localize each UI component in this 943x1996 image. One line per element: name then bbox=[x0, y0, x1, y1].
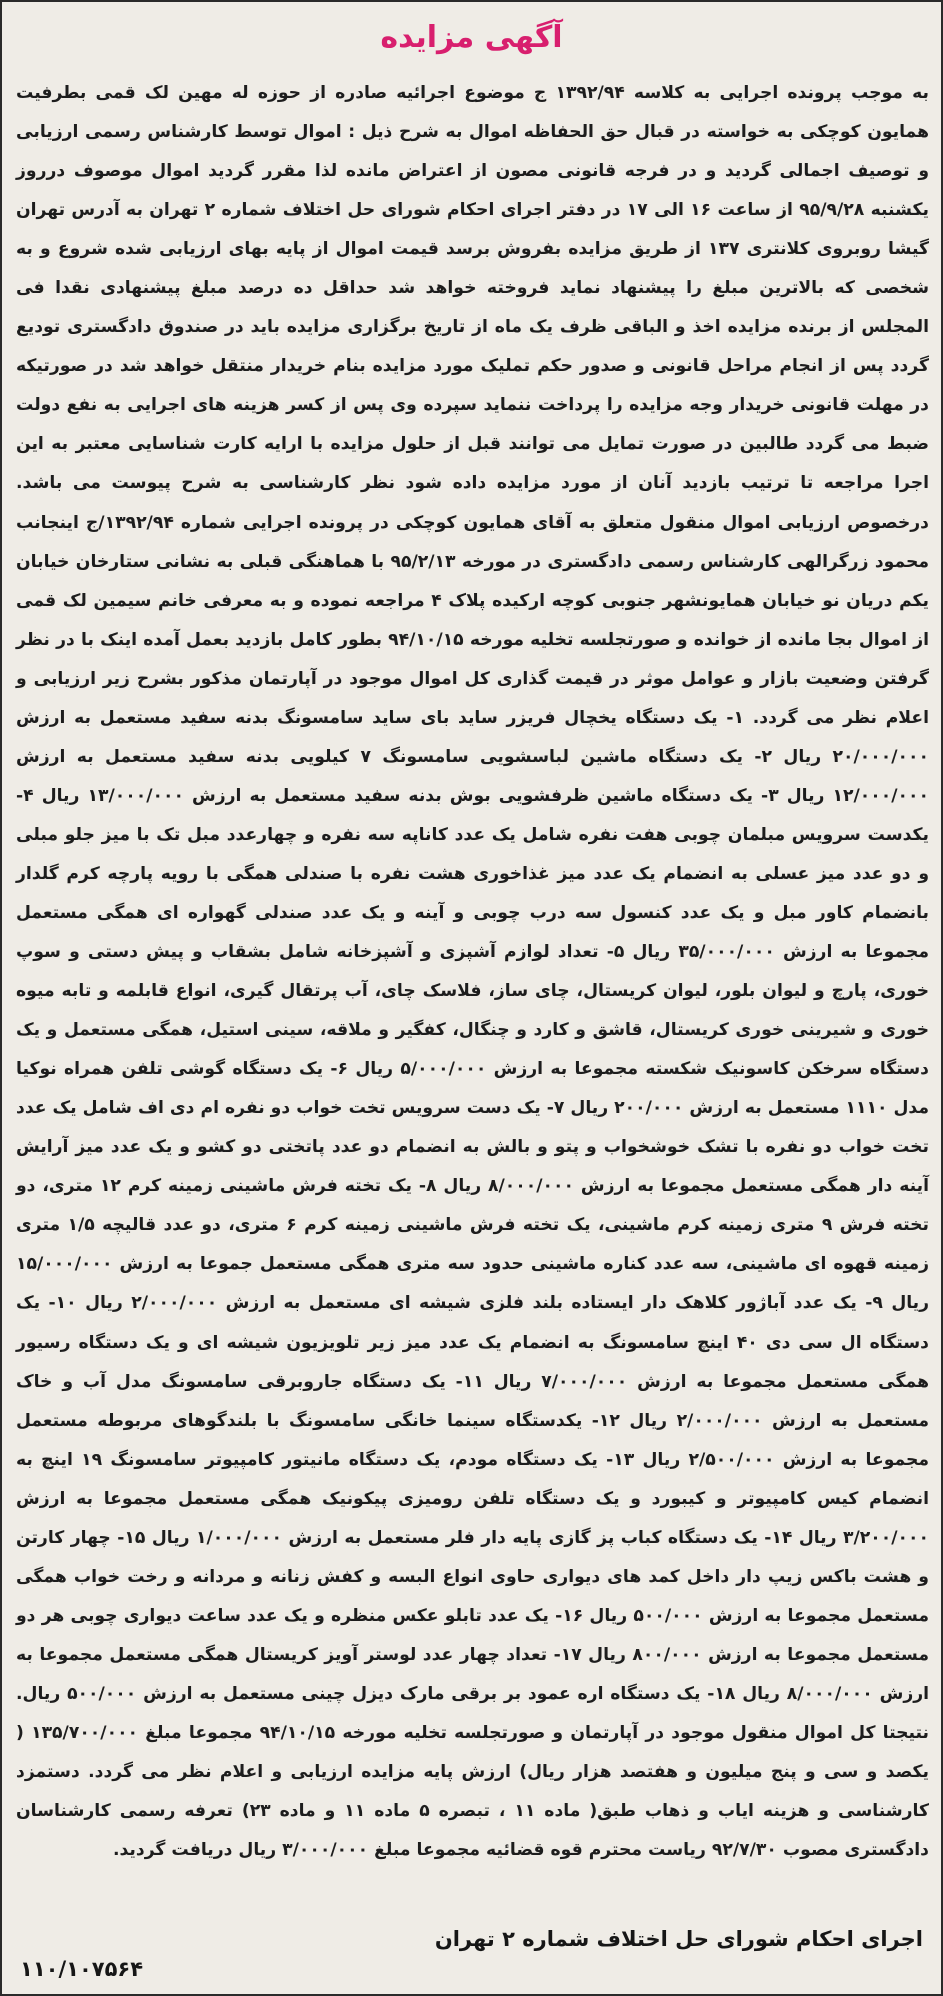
notice-footer bbox=[20, 1924, 923, 1984]
notice-body: به موجب پرونده اجرایی به کلاسه ۱۳۹۲/۹۴ ج موضوع اجرائیه صادره از حوزه له مهین لک قمی بطرفیت همایون کوچکی به خواسته در قبال حق الحفاظه اموال به شرح ذیل : اموال توسط کارشناس رسمی ارزیابی و توصیف اجمالی گردید و در فرجه قانونی مصون از اعتراض مانده لذا مقرر گردید اموال موصوف درروز یکشنبه ۹۵/۹/۲۸ از ساعت ۱۶ الی ۱۷ در دفتر اجرای احکام شورای حل اختلاف شماره ۲ تهران به آدرس تهران گیشا روبروی کلانتری ۱۳۷ از طریق مزایده بفروش برسد قیمت اموال از پایه بهای ارزیابی شده شروع و به شخصی که بالاترین مبلغ را پیشنهاد نماید فروخته خواهد شد حداقل ده درصد مبلغ پیشنهادی نقدا فی المجلس از برنده مزایده اخذ و الباقی ظرف یک ماه از تاریخ برگزاری مزایده باید در صندوق دادگستری تودیع گردد پس از انجام مراحل قانونی و صدور حکم تملیک مورد مزایده بنام خریدار منتقل خواهد شد در صورتیکه در مهلت قانونی خریدار وجه مزایده را پرداخت ننماید سپرده وی پس از کسر هزینه های اجرایی به نفع دولت ضبط می گردد طالبین در صورت تمایل می توانند قبل از حلول مزایده با ارایه کارت شناسایی معتبر به این اجرا مراجعه تا ترتیب بازدید آنان از مورد مزایده داده شود نظر کارشناسی به شرح پیوست می باشد. درخصوص ارزیابی اموال منقول متعلق به آقای همایون کوچکی در پرونده اجرایی شماره ۱۳۹۲/۹۴/ج اینجانب محمود زرگرالهی کارشناس رسمی دادگستری در مورخه ۹۵/۲/۱۳ با هماهنگی قبلی به نشانی ستارخان خیابان یکم دریان نو خیابان همایونشهر جنوبی کوچه ارکیده پلاک ۴ مراجعه نموده و به معرفی خانم سیمین لک قمی از اموال بجا مانده از خوانده و صورتجلسه تخلیه مورخه ۹۴/۱۰/۱۵ بطور کامل بازدید بعمل آمده اینک با در نظر گرفتن وضعیت بازار و عوامل موثر در قیمت گذاری کل اموال موجود در آپارتمان مذکور بشرح زیر ارزیابی و اعلام نظر می گردد. ۱- یک دستگاه یخچال فریزر ساید بای ساید سامسونگ بدنه سفید مستعمل به ارزش ۲۰/۰۰۰/۰۰۰ ریال ۲- یک دستگاه ماشین لباسشویی سامسونگ ۷ کیلویی بدنه سفید مستعمل به ارزش ۱۲/۰۰۰/۰۰۰ ریال ۳- یک دستگاه ماشین ظرفشویی بوش بدنه سفید مستعمل به ارزش ۱۳/۰۰۰/۰۰۰ ریال ۴- یکدست سرویس مبلمان چوبی هفت نفره شامل یک عدد کاناپه سه نفره و چهارعدد مبل تک با میز جلو مبلی و دو عدد میز عسلی به انضمام یک عدد میز غذاخوری هشت نفره با صندلی همگی با رویه پارچه کرم گلدار بانضمام کاور مبل و یک عدد کنسول سه درب چوبی و آینه و یک عدد صندلی گهواره ای همگی مستعمل مجموعا به ارزش ۳۵/۰۰۰/۰۰۰ ریال ۵- تعداد لوازم آشپزی و آشپزخانه شامل بشقاب و پیش دستی و سوپ خوری، پارچ و لیوان بلور، لیوان کریستال، چای ساز، فلاسک چای، آب پرتقال گیری، انواع قابلمه و تابه میوه خوری و شیرینی خوری کریستال، قاشق و کارد و چنگال، کفگیر و ملاقه، سینی استیل، همگی مستعمل و یک دستگاه سرخکن کاسونیک شکسته مجموعا به ارزش ۵/۰۰۰/۰۰۰ ریال ۶- یک دستگاه گوشی تلفن همراه نوکیا مدل ۱۱۱۰ مستعمل به ارزش ۲۰۰/۰۰۰ ریال ۷- یک دست سرویس تخت خواب دو نفره ام دی اف شامل یک عدد تخت خواب دو نفره با تشک خوشخواب و پتو و بالش به انضمام دو عدد پاتختی دو کشو و یک عدد میز آرایش آینه دار همگی مستعمل مجموعا به ارزش ۸/۰۰۰/۰۰۰ ریال ۸- یک تخته فرش ماشینی زمینه کرم ۱۲ متری، دو تخته فرش ۹ متری زمینه کرم ماشینی، یک تخته فرش ماشینی زمینه کرم ۶ متری، دو عدد قالیچه ۱/۵ متری زمینه قهوه ای ماشینی، سه عدد کناره ماشینی حدود سه متری همگی مستعمل جموعا به ارزش ۱۵/۰۰۰/۰۰۰ ریال ۹- یک عدد آباژور کلاهک دار ایستاده بلند فلزی شیشه ای مستعمل به ارزش ۲/۰۰۰/۰۰۰ ریال ۱۰- یک دستگاه ال سی دی ۴۰ اینچ سامسونگ به انضمام یک عدد میز زیر تلویزیون شیشه ای و یک دستگاه رسیور همگی مستعمل مجموعا به ارزش ۷/۰۰۰/۰۰۰ ریال ۱۱- یک دستگاه جاروبرقی سامسونگ مدل آب و خاک مستعمل به ارزش ۲/۰۰۰/۰۰۰ ریال ۱۲- یکدستگاه سینما خانگی سامسونگ با بلندگوهای مربوطه مستعمل مجموعا به ارزش ۲/۵۰۰/۰۰۰ ریال ۱۳- یک دستگاه مودم، یک دستگاه مانیتور کامپیوتر سامسونگ ۱۹ اینچ به انضمام کیس کامپیوتر و کیبورد و یک دستگاه تلفن رومیزی پیکونیک همگی مستعمل مجموعا به ارزش ۳/۲۰۰/۰۰۰ ریال ۱۴- یک دستگاه کباب پز گازی پایه دار فلر مستعمل به ارزش ۱/۰۰۰/۰۰۰ ریال ۱۵- چهار کارتن و هشت باکس زیپ دار داخل کمد های دیواری حاوی انواع البسه و کفش زنانه و مردانه و رخت خواب همگی مستعمل مجموعا به ارزش ۵۰۰/۰۰۰ ریال ۱۶- یک عدد تابلو عکس منظره و یک عدد ساعت دیواری چوبی هر دو مستعمل مجموعا به ارزش ۸۰۰/۰۰۰ ریال ۱۷- تعداد چهار عدد لوستر آویز کریستال همگی مستعمل مجموعا به ارزش ۸/۰۰۰/۰۰۰ ریال ۱۸- یک دستگاه اره عمود بر برقی مارک دیزل چینی مستعمل به ارزش ۵۰۰/۰۰۰ ریال. نتیجتا کل اموال منقول موجود در آپارتمان و صورتجلسه تخلیه مورخه ۹۴/۱۰/۱۵ مجموعا مبلغ ۱۳۵/۷۰۰/۰۰۰ ( یکصد و سی و پنج میلیون و هفتصد هزار ریال) ارزش پایه مزایده ارزیابی و اعلام نظر می گردد. دستمزد کارشناسی و هزینه ایاب و ذهاب طبق( ماده ۱۱ ، تبصره ۵ ماده ۱۱ و ماده ۲۳) تعرفه رسمی کارشناسان دادگستری مصوب ۹۲/۷/۳۰ ریاست محترم قوه قضائیه مجموعا مبلغ ۳/۰۰۰/۰۰۰ ریال دریافت گردید. bbox=[16, 83, 930, 1861]
notice-title: آگهی مزایده bbox=[380, 20, 563, 55]
issuer-name: اجرای احکام شورای حل اختلاف شماره ۲ تهران bbox=[434, 1927, 923, 1951]
notice-code: ۱۱۰/۱۰۷۵۶۴ bbox=[20, 1957, 144, 1981]
